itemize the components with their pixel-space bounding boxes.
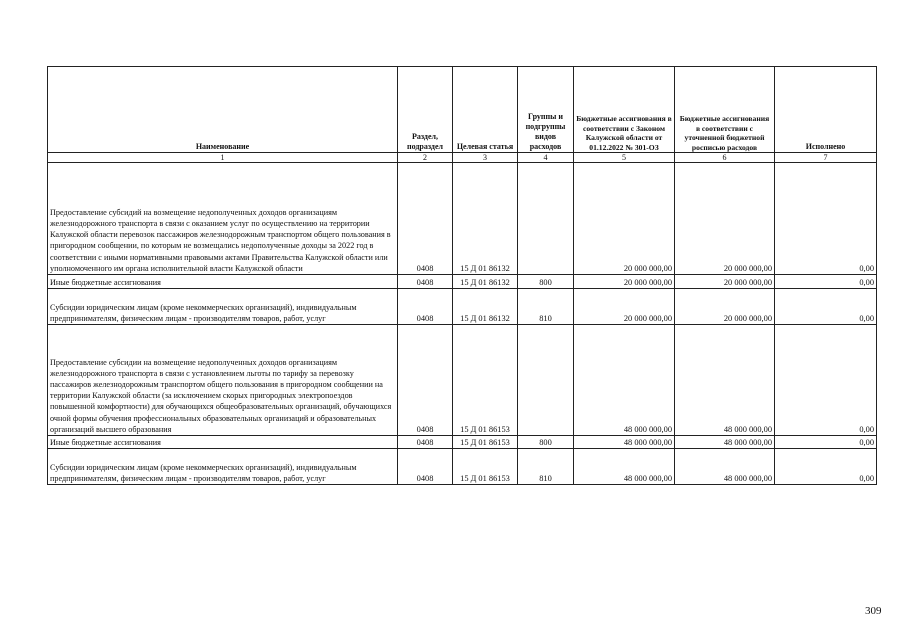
row-refined-amount: 20 000 000,00 <box>675 289 775 325</box>
column-number: 1 <box>48 153 398 163</box>
header-executed: Исполнено <box>775 67 877 153</box>
row-law-amount: 48 000 000,00 <box>574 449 675 485</box>
row-law-amount: 20 000 000,00 <box>574 163 675 275</box>
table-header-row <box>48 67 877 153</box>
table-row <box>48 436 877 449</box>
header-group: Группы и подгруппы видов расходов <box>518 67 574 153</box>
row-group <box>518 325 574 436</box>
budget-table <box>47 66 877 485</box>
row-section: 0408 <box>398 325 453 436</box>
row-executed-amount: 0,00 <box>775 449 877 485</box>
header-section: Раздел, подраздел <box>398 67 453 153</box>
column-number: 5 <box>574 153 675 163</box>
row-section: 0408 <box>398 275 453 289</box>
row-executed-amount: 0,00 <box>775 275 877 289</box>
row-law-amount: 48 000 000,00 <box>574 436 675 449</box>
row-executed-amount: 0,00 <box>775 289 877 325</box>
table-row <box>48 449 877 485</box>
column-number: 2 <box>398 153 453 163</box>
row-executed-amount: 0,00 <box>775 163 877 275</box>
column-numbers-row <box>48 153 877 163</box>
row-section: 0408 <box>398 449 453 485</box>
row-executed-amount: 0,00 <box>775 325 877 436</box>
column-number: 3 <box>453 153 518 163</box>
row-refined-amount: 20 000 000,00 <box>675 275 775 289</box>
row-law-amount: 48 000 000,00 <box>574 325 675 436</box>
row-article: 15 Д 01 86132 <box>453 163 518 275</box>
header-article: Целевая статья <box>453 67 518 153</box>
row-article: 15 Д 01 86132 <box>453 275 518 289</box>
row-group: 800 <box>518 436 574 449</box>
row-article: 15 Д 01 86132 <box>453 289 518 325</box>
table-row <box>48 289 877 325</box>
row-article: 15 Д 01 86153 <box>453 325 518 436</box>
row-refined-amount: 20 000 000,00 <box>675 163 775 275</box>
header-refined-allocations: Бюджетные ассигнования в соответствии с уточненной бюджетной росписью расходов <box>675 67 775 153</box>
row-article: 15 Д 01 86153 <box>453 449 518 485</box>
column-number: 7 <box>775 153 877 163</box>
row-refined-amount: 48 000 000,00 <box>675 449 775 485</box>
row-name: Иные бюджетные ассигнования <box>48 436 398 449</box>
row-name: Иные бюджетные ассигнования <box>48 275 398 289</box>
table-row <box>48 163 877 275</box>
row-group: 800 <box>518 275 574 289</box>
header-name: Наименование <box>48 67 398 153</box>
row-name: Предоставление субсидии на возмещение недополученных доходов организациям железнодорожного транспорта в связи с установлением льготы по тарифу за перевозку пассажиров железнодорожным транспортом общего пользования в пригородном сообщении на территории Калужской области (за исключением скорых пригородных электропоездов повышенной комфортности) для обучающихся общеобразовательных организаций, обучающихся очной формы обучения профессиональных образовательных организаций и образовательных организаций высшего образования <box>48 325 398 436</box>
header-law-allocations: Бюджетные ассигнования в соответствии с Законом Калужской области от 01.12.2022 № 301-ОЗ <box>574 67 675 153</box>
table-row <box>48 275 877 289</box>
row-name: Предоставление субсидий на возмещение недополученных доходов организациям железнодорожного транспорта в связи с оказанием услуг по осуществлению на территории Калужской области перевозок пассажиров железнодорожным транспортом общего пользования в пригородном сообщении, по которым не возмещались недополученные доходы за 2022 год в соответствии с иными нормативными правовыми актами Правительства Калужской области или уполномоченного им органа исполнительной власти Калужской области <box>48 163 398 275</box>
row-article: 15 Д 01 86153 <box>453 436 518 449</box>
row-group: 810 <box>518 449 574 485</box>
row-law-amount: 20 000 000,00 <box>574 275 675 289</box>
row-name: Субсидии юридическим лицам (кроме некоммерческих организаций), индивидуальным предпринимателям, физическим лицам - производителям товаров, работ, услуг <box>48 289 398 325</box>
row-section: 0408 <box>398 436 453 449</box>
row-refined-amount: 48 000 000,00 <box>675 436 775 449</box>
row-refined-amount: 48 000 000,00 <box>675 325 775 436</box>
column-number: 6 <box>675 153 775 163</box>
row-executed-amount: 0,00 <box>775 436 877 449</box>
row-group: 810 <box>518 289 574 325</box>
row-name: Субсидии юридическим лицам (кроме некоммерческих организаций), индивидуальным предпринимателям, физическим лицам - производителям товаров, работ, услуг <box>48 449 398 485</box>
row-group <box>518 163 574 275</box>
row-section: 0408 <box>398 289 453 325</box>
page-number: 309 <box>865 605 882 617</box>
row-section: 0408 <box>398 163 453 275</box>
table-row <box>48 325 877 436</box>
column-number: 4 <box>518 153 574 163</box>
row-law-amount: 20 000 000,00 <box>574 289 675 325</box>
